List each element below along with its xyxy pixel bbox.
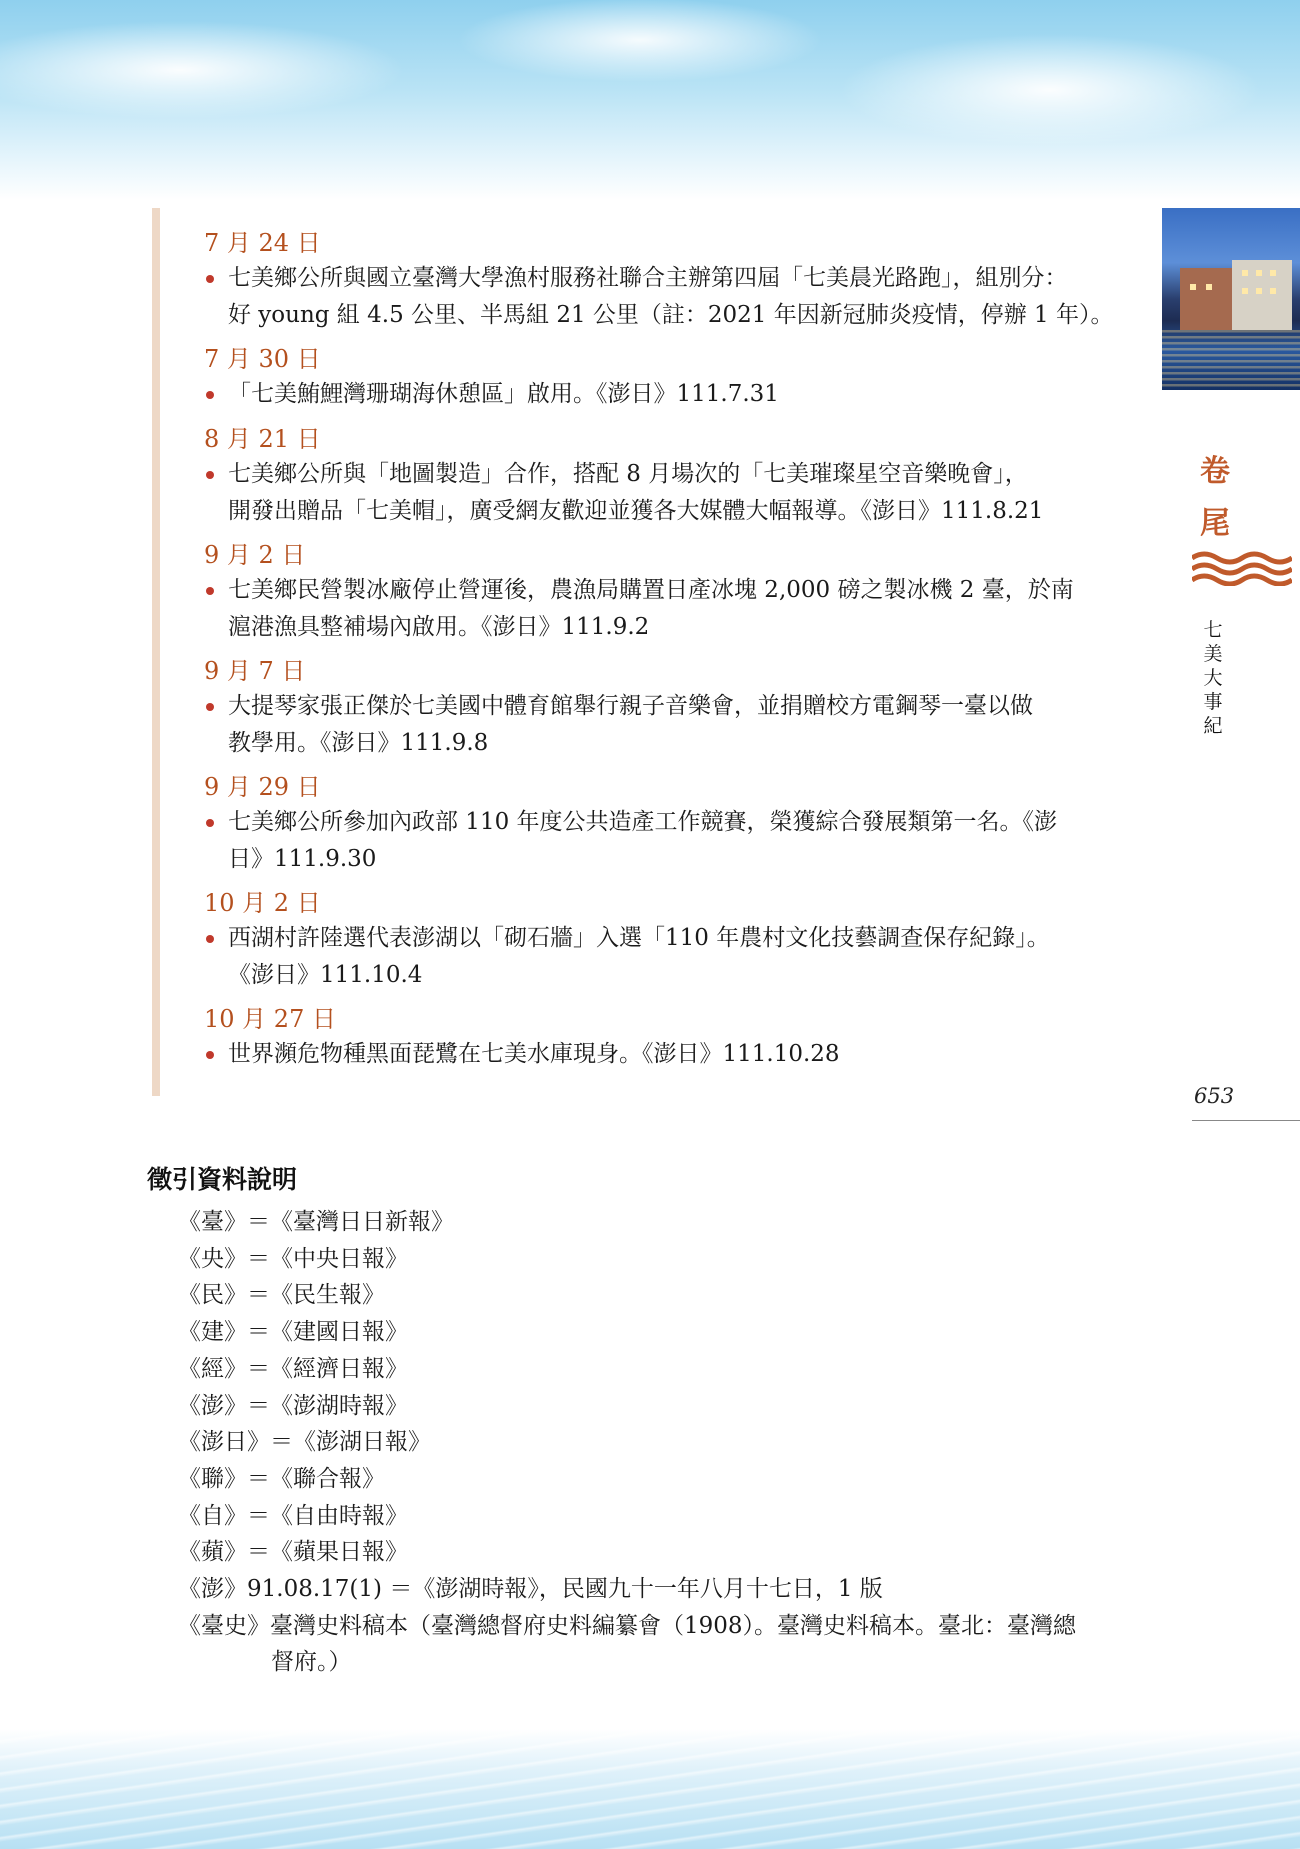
reference-item: 《民》＝《民生報》 <box>178 1282 385 1309</box>
entry-date: 9 月 7 日 <box>204 657 306 685</box>
entry-item <box>204 688 1204 762</box>
entry-item <box>204 260 1204 334</box>
entry-text: 「七美鮪鯉灣珊瑚海休憩區」啟用。《澎日》111.7.31 <box>228 381 779 407</box>
entry-text: 開發出贈品「七美帽」，廣受網友歡迎並獲各大媒體大幅報導。《澎日》111.8.21 <box>228 498 1044 524</box>
entry-date: 9 月 2 日 <box>204 541 306 569</box>
reference-item: 《澎日》＝《澎湖日報》 <box>178 1429 431 1456</box>
reference-item: 《聯》＝《聯合報》 <box>178 1465 385 1492</box>
reference-item: 《澎》＝《澎湖時報》 <box>178 1392 408 1419</box>
entry-item <box>204 456 1204 530</box>
timeline-entry <box>204 424 1204 530</box>
timeline-entry <box>204 1004 1204 1073</box>
page-number: 653 <box>1194 1084 1235 1108</box>
entry-text: 西湖村許陸選代表澎湖以「砌石牆」入選「110 年農村文化技藝調查保存紀錄」。 <box>228 925 1050 951</box>
reference-item: 《澎》91.08.17(1) ＝《澎湖時報》，民國九十一年八月十七日，1 版 <box>178 1576 883 1603</box>
entry-text: 七美鄉公所與「地圖製造」合作，搭配 8 月場次的「七美璀璨星空音樂晚會」， <box>228 461 1028 487</box>
timeline-entry <box>204 772 1204 878</box>
volume-label-char: 卷 <box>1200 454 1230 489</box>
timeline-entry <box>204 228 1204 334</box>
reference-item: 《臺史》臺灣史料稿本（臺灣總督府史料編纂會（1908）。臺灣史料稿本。臺北：臺灣總 <box>178 1612 1077 1639</box>
bullet-icon <box>206 935 214 943</box>
entry-item <box>204 376 1204 413</box>
chapter-label-char: 七 <box>1203 619 1223 641</box>
bullet-icon <box>206 391 214 399</box>
reference-item: 《央》＝《中央日報》 <box>178 1245 408 1272</box>
bullet-icon <box>206 275 214 283</box>
entry-date: 9 月 29 日 <box>204 773 321 801</box>
bullet-icon <box>206 1051 214 1059</box>
timeline-entry <box>204 656 1204 762</box>
entry-text: 日》111.9.30 <box>228 846 377 872</box>
entry-text: 七美鄉民營製冰廠停止營運後，農漁局購置日產冰塊 2,000 磅之製冰機 2 臺，於南 <box>228 577 1074 603</box>
entry-date: 10 月 27 日 <box>204 1005 336 1033</box>
entry-date: 8 月 21 日 <box>204 425 321 453</box>
bullet-icon <box>206 819 214 827</box>
entry-text: 七美鄉公所參加內政部 110 年度公共造產工作競賽，榮獲綜合發展類第一名。《澎 <box>228 809 1058 835</box>
entry-text: 《澎日》111.10.4 <box>228 962 423 988</box>
chapter-label-char: 紀 <box>1203 715 1223 737</box>
entry-text: 七美鄉公所與國立臺灣大學漁村服務社聯合主辦第四屆「七美晨光路跑」，組別分： <box>228 265 1068 291</box>
references-list <box>178 1204 1158 1681</box>
timeline-entry <box>204 540 1204 646</box>
wave-footer-banner <box>0 1729 1300 1849</box>
entry-text: 世界瀕危物種黑面琵鷺在七美水庫現身。《澎日》111.10.28 <box>228 1041 840 1067</box>
bullet-icon <box>206 587 214 595</box>
timeline-entry <box>204 344 1204 413</box>
bullet-icon <box>206 703 214 711</box>
entry-date: 10 月 2 日 <box>204 889 321 917</box>
entry-item <box>204 1036 1204 1073</box>
page-number-rule <box>1192 1120 1300 1121</box>
references-title: 徵引資料說明 <box>147 1165 298 1194</box>
entry-item <box>204 920 1204 994</box>
entry-item <box>204 804 1204 878</box>
reference-item: 《自》＝《自由時報》 <box>178 1502 408 1529</box>
entry-text: 教學用。《澎日》111.9.8 <box>228 730 489 756</box>
entry-text: 大提琴家張正傑於七美國中體育館舉行親子音樂會，並捐贈校方電鋼琴一臺以做 <box>228 693 1033 719</box>
timeline-block <box>152 208 1160 1096</box>
reference-item: 《臺》＝《臺灣日日新報》 <box>178 1209 454 1235</box>
wave-decoration-icon <box>1192 550 1292 586</box>
reference-item-continuation: 督府。） <box>271 1649 352 1676</box>
chapter-label-char: 大 <box>1203 667 1223 689</box>
entry-date: 7 月 30 日 <box>204 345 321 373</box>
chapter-label-char: 事 <box>1203 691 1223 713</box>
sky-header-banner <box>0 0 1300 200</box>
volume-label-char: 尾 <box>1200 506 1230 541</box>
timeline-entry <box>204 888 1204 994</box>
entry-date: 7 月 24 日 <box>204 229 321 257</box>
entry-item <box>204 572 1204 646</box>
reference-item: 《蘋》＝《蘋果日報》 <box>178 1539 408 1566</box>
reference-item: 《經》＝《經濟日報》 <box>178 1355 408 1382</box>
entry-text: 好 young 組 4.5 公里、半馬組 21 公里（註：2021 年因新冠肺炎疫情，停辦 1 年）。 <box>228 302 1114 328</box>
reference-item: 《建》＝《建國日報》 <box>178 1319 408 1346</box>
bullet-icon <box>206 471 214 479</box>
entry-text: 滬港漁具整補場內啟用。《澎日》111.9.2 <box>228 614 650 640</box>
chapter-label-char: 美 <box>1203 643 1223 665</box>
